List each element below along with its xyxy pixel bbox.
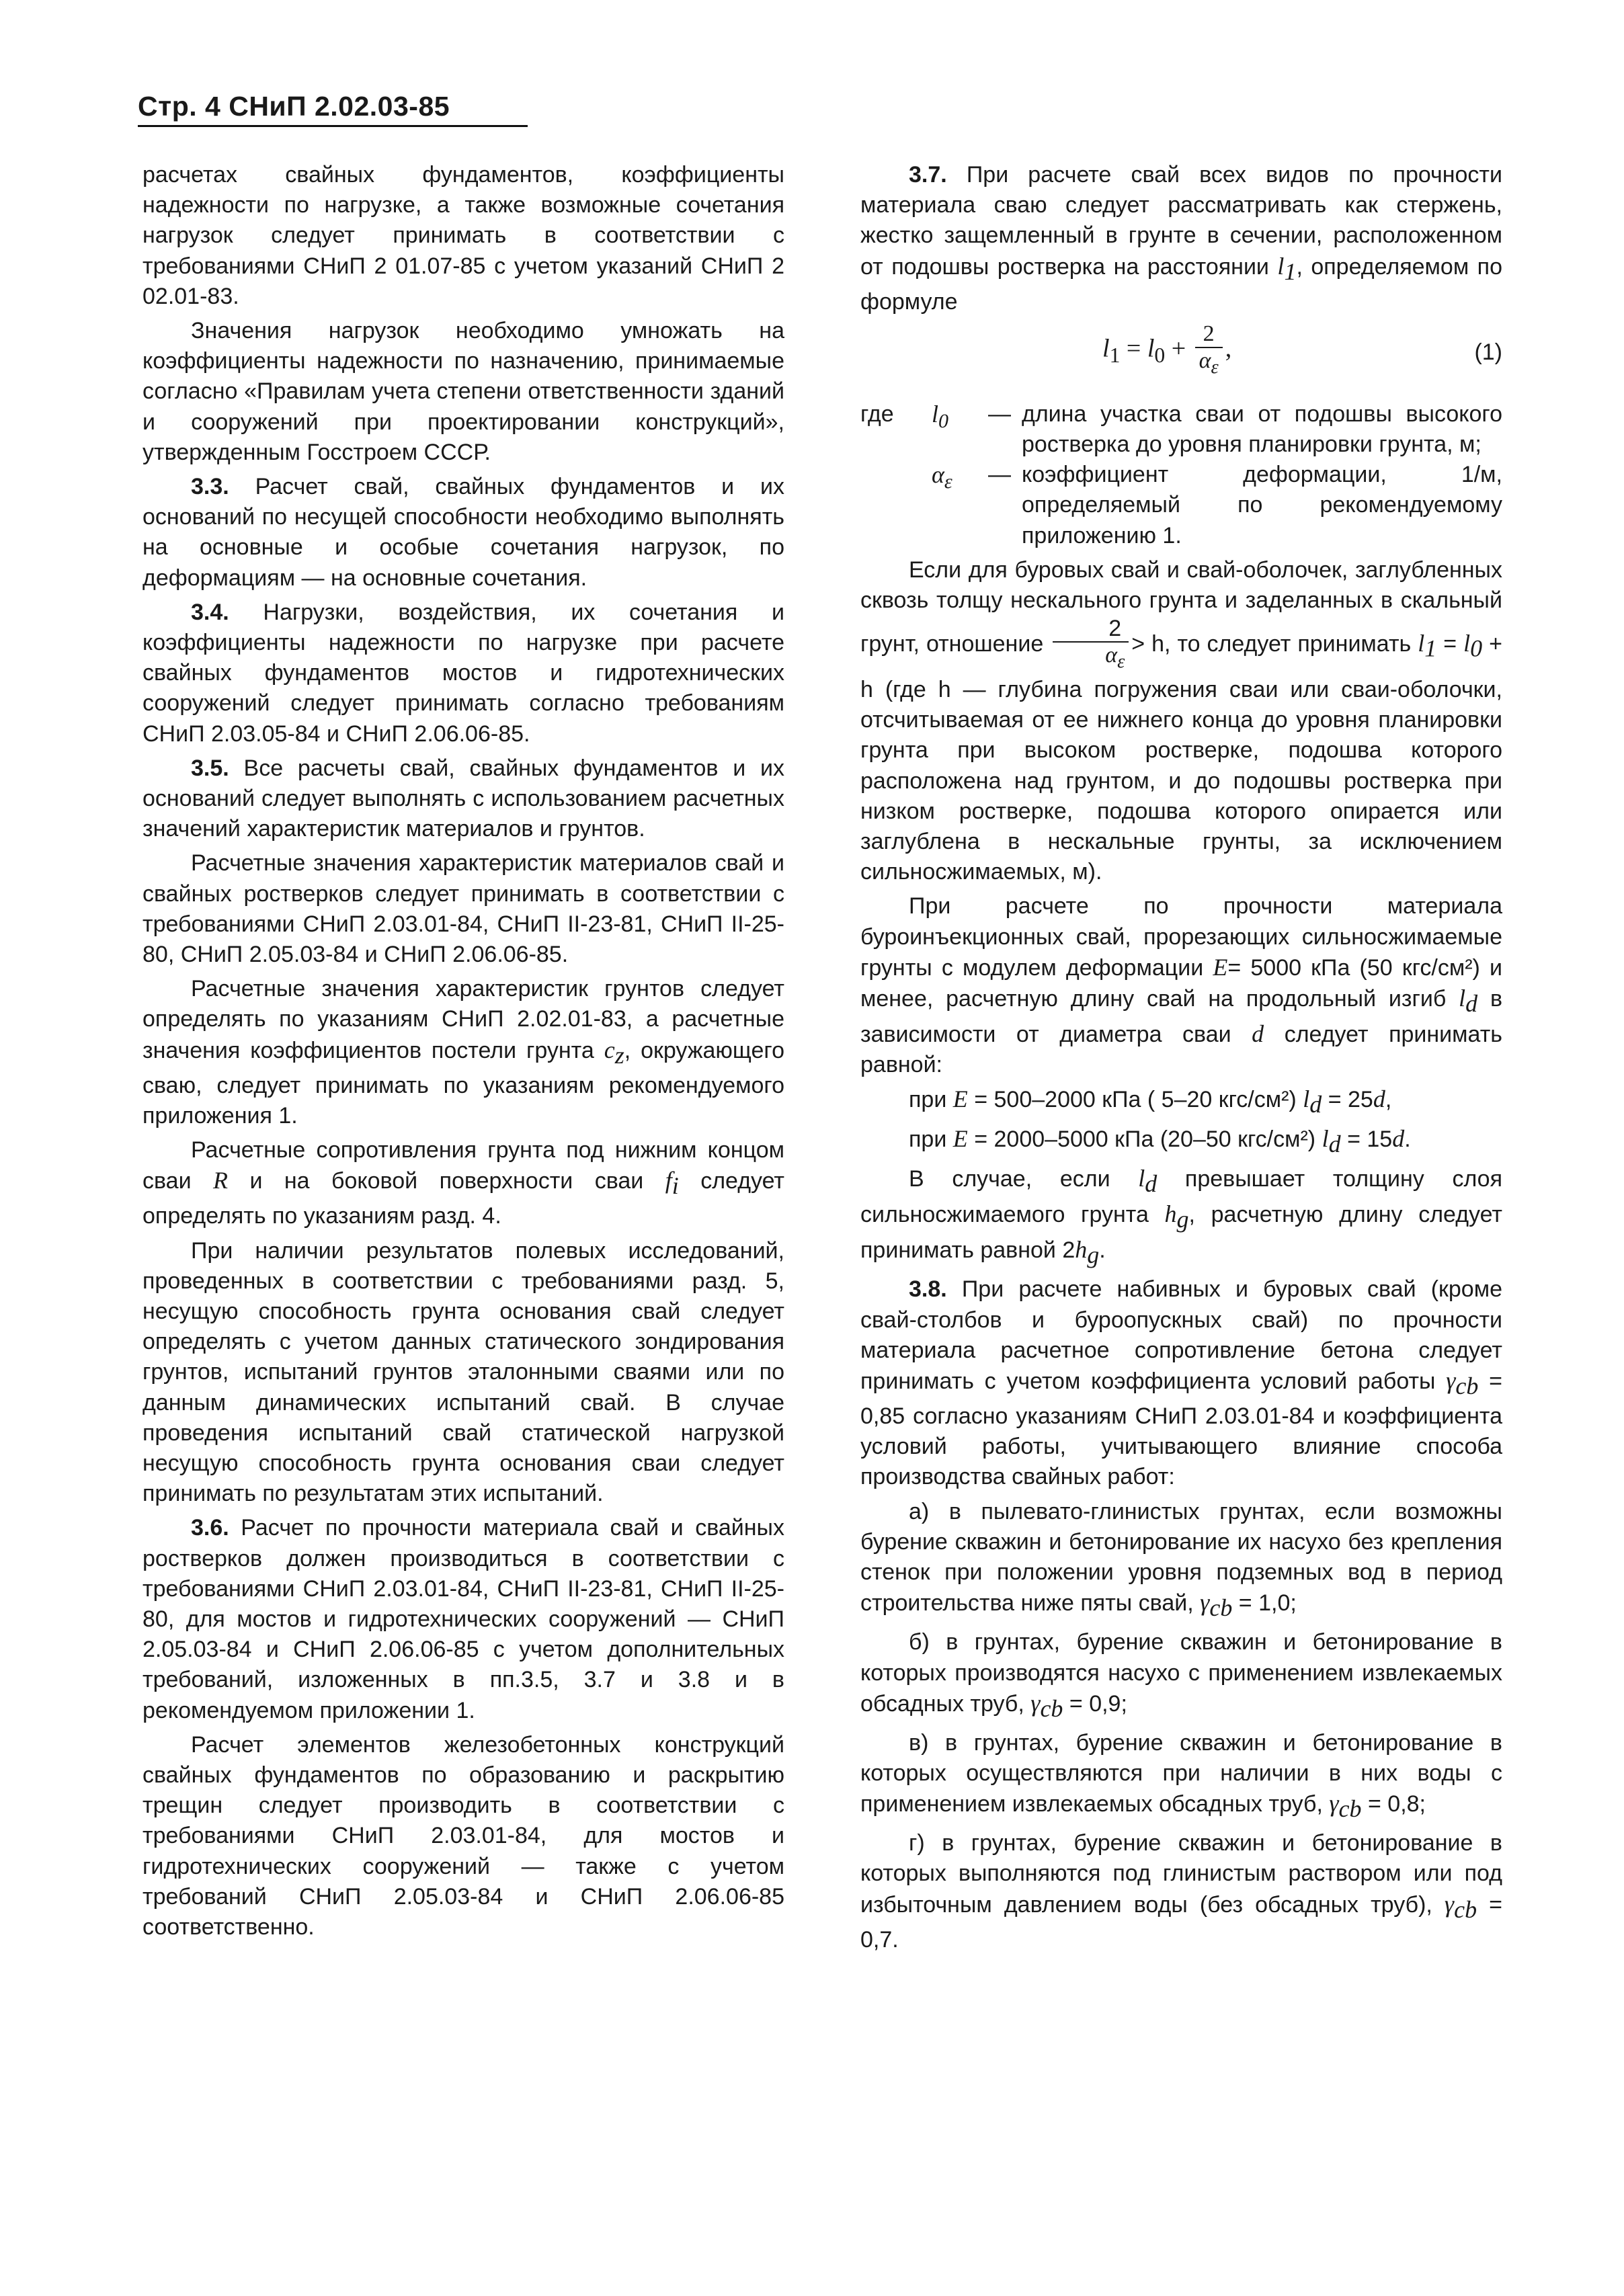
clause-number: 3.8. (909, 1276, 947, 1303)
text-run: При расчете набивных и буровых свай (кроме свай-столбов и буроопускных свай) по прочности материала расчетное сопротивление бетона следует принимать с учетом коэффициента условий работы (860, 1276, 1502, 1395)
text-run: = 1,0; (1238, 1590, 1297, 1616)
formula-operator: + (1171, 334, 1186, 363)
symbol: h (1164, 1200, 1177, 1228)
symbol: E (952, 1085, 968, 1113)
text-run: = (1443, 631, 1457, 657)
text-run: , определяемом по формуле (860, 253, 1502, 315)
text-run: . (1404, 1126, 1411, 1153)
text-run: при (909, 1087, 947, 1113)
subscript: cb (1455, 1372, 1479, 1399)
clause-number: 3.7. (909, 162, 947, 188)
paragraph-3-3 (143, 472, 784, 593)
subscript: cb (1209, 1594, 1233, 1622)
paragraph (860, 555, 1502, 888)
definition-symbol (932, 399, 988, 460)
text-run: Расчетные значения характеристик грунтов следует определять по указаниям СНиП 2.02.01-83, а расчетные значения коэффициентов постели грунта (143, 976, 784, 1063)
clause-number: 3.4. (191, 599, 229, 625)
formula-symbol: l (1102, 334, 1110, 363)
text-run: + h (где h — глубина погружения сваи или сваи-оболочки, отсчитываемая от ее нижнего конца до уровня планировки грунта при высоком ростверке, подошва которого расположена над грунтом, и до подошвы ростверка при низком ростверке, подошва которого опирается или заглублена в нескальные грунты, за исключением сильносжимаемых, м). (860, 631, 1503, 885)
symbol: d (1392, 1125, 1405, 1153)
text-run: При расчете по прочности материала буроинъекционных свай, прорезающих сильносжимаемые грунты с модулем деформации (860, 893, 1502, 981)
list-item-b (860, 1627, 1502, 1723)
symbol: α (932, 461, 944, 489)
paragraph: расчетах свайных фундаментов, коэффициенты надежности по нагрузке, а также возможные сочетания нагрузок следует принимать в соответствии с требованиями СНиП 2 01.07-85 с учетом указаний СНиП 2 02.01-83. (143, 162, 784, 309)
text-run: б) в грунтах, бурение скважин и бетонирование в которых производятся насухо с применением извлекаемых обсадных труб, (860, 1629, 1502, 1717)
formula-subscript: 1 (1109, 343, 1121, 368)
subscript: d (1465, 989, 1478, 1017)
clause-number: 3.3. (191, 474, 229, 500)
spacer (860, 460, 932, 551)
subscript: g (1087, 1241, 1100, 1269)
subscript: 1 (1424, 634, 1437, 662)
symbol: γ (1030, 1689, 1041, 1717)
text-run: = 5000 кПа (50 кгс/см²) и менее, расчетную длину свай на продольный изгиб (860, 954, 1502, 1012)
symbol: γ (1200, 1589, 1210, 1616)
paragraph (860, 1124, 1502, 1159)
where-label: где (860, 401, 894, 427)
symbol: l (1418, 630, 1425, 657)
symbol: d (1252, 1020, 1264, 1048)
denominator-symbol: α (1199, 347, 1211, 373)
text-run: При расчете свай всех видов по прочности материала сваю следует рассматривать как стержень, жестко защемленный в грунте в сечении, расположенном от подошвы ростверка на расстоянии (860, 162, 1502, 280)
symbol: E (952, 1125, 968, 1153)
text-run: = 25 (1328, 1087, 1373, 1113)
text-run: . (1099, 1237, 1106, 1264)
text-run: Если для буровых свай и свай-оболочек, заглубленных сквозь толщу нескального грунта и заделанных в скальный грунт, отношение (860, 557, 1502, 657)
list-item-v (860, 1728, 1502, 1824)
text-run: = 0,8; (1367, 1791, 1426, 1817)
text-run: следует принимать равной: (860, 1022, 1502, 1078)
fraction-numerator: 2 (1195, 321, 1223, 348)
paragraph: При наличии результатов полевых исследований, проведенных в соответствии с требованиями разд. 5, несущую способность грунта основания свай следует определять с учетом данных статического зондирования грунтов, испытаний грунтов эталонными сваями или по данным динамических испытаний свай. В случае проведения испытаний свай статической нагрузкой несущую способность грунта основания сваи следует принимать по результатам этих испытаний. (143, 1237, 784, 1507)
symbol: l (1459, 985, 1466, 1012)
text-run: , окружающего сваю, следует принимать по указаниям рекомендуемого приложения 1. (143, 1037, 784, 1129)
paragraph (143, 1135, 784, 1231)
text-run: , расчетную длину следует принимать равной 2 (860, 1202, 1502, 1264)
paragraph-3-5 (143, 753, 784, 845)
paragraph-3-7 (860, 160, 1502, 317)
subscript: d (1328, 1131, 1341, 1158)
definition-text: коэффициент деформации, 1/м, определяемый по рекомендуемому приложению 1. (1022, 462, 1502, 548)
paragraph (860, 891, 1502, 1080)
symbol: l (932, 400, 939, 427)
formula-symbol: l (1147, 334, 1155, 363)
paragraph: Расчетные значения характеристик материалов свай и свайных ростверков следует принимать в соответствии с требованиями СНиП 2.03.01-84, СНиП II-23-81, СНиП II-25-80, СНиП 2.05.03-84 и СНиП 2.06.06-85. (143, 850, 784, 968)
formula-1 (860, 321, 1502, 386)
subscript: d (1145, 1170, 1158, 1198)
subscript: z (614, 1041, 624, 1069)
symbol: l (1322, 1125, 1329, 1153)
formula-operator: = (1126, 334, 1141, 363)
definition-dash: — (988, 462, 1011, 488)
header-title: Стр. 4 СНиП 2.02.03-85 (138, 91, 450, 122)
clause-text: Расчет свай, свайных фундаментов и их оснований по несущей способности необходимо выполнять на основные и особые сочетания нагрузок, по деформациям — на основные сочетания. (143, 474, 784, 591)
paragraph (860, 1163, 1502, 1270)
formula-subscript: 0 (1154, 343, 1166, 368)
subscript: i (672, 1172, 679, 1200)
symbol: d (1373, 1085, 1385, 1113)
clause-text: Все расчеты свай, свайных фундаментов и их оснований следует выполнять с использованием расчетных значений характеристик материалов и грунтов. (143, 755, 784, 842)
symbol: l (1277, 252, 1285, 280)
definition-dash: — (988, 401, 1011, 427)
text-run: В случае, если (909, 1166, 1110, 1192)
symbol: γ (1444, 1890, 1455, 1918)
text-run: следует определять по указаниям разд. 4. (143, 1168, 784, 1229)
denominator-subscript: ε (1117, 651, 1125, 673)
text-run: = 0,7. (860, 1891, 1502, 1953)
inline-fraction (1053, 616, 1129, 675)
symbol: R (213, 1167, 229, 1194)
subscript: ε (944, 470, 952, 493)
text-run: Расчетные сопротивления грунта под нижним концом сваи (143, 1137, 784, 1194)
subscript: 0 (938, 410, 949, 432)
symbol: l (1138, 1165, 1145, 1192)
text-run: а) в пылевато-глинистых грунтах, если возможны бурение скважин и бетонирование их насухо без крепления стенок при положении уровня подземных вод в период строительства ниже пяты свай, (860, 1498, 1502, 1616)
paragraph (860, 1084, 1502, 1120)
list-item-a (860, 1497, 1502, 1624)
denominator-symbol: α (1105, 643, 1118, 668)
symbol: c (604, 1036, 615, 1063)
paragraph (143, 974, 784, 1131)
subscript: g (1176, 1206, 1189, 1233)
symbol: l (1303, 1085, 1310, 1113)
list-item-g (860, 1828, 1502, 1955)
clause-text: Нагрузки, воздействия, их сочетания и коэффициенты надежности по нагрузке при расчете свайных фундаментов мостов и гидротехнических сооружений следует принимать согласно требованиям СНиП 2.03.05-84 и СНиП 2.06.06-85. (143, 599, 784, 747)
formula-fraction (1195, 321, 1223, 380)
definition-row (860, 460, 1502, 551)
clause-number: 3.5. (191, 755, 229, 781)
symbol: E (1213, 953, 1228, 981)
symbol: l (1463, 630, 1471, 657)
definition-row (860, 399, 1502, 460)
left-column (143, 160, 784, 1946)
definition-symbol (932, 460, 988, 551)
subscript: cb (1338, 1795, 1362, 1822)
right-column (860, 160, 1502, 1959)
paragraph-3-4 (143, 598, 784, 749)
symbol: f (665, 1167, 672, 1194)
symbol: γ (1329, 1790, 1339, 1817)
subscript: 1 (1284, 257, 1297, 285)
paragraph: Расчет элементов железобетонных конструкций свайных фундаментов по образованию и раскрытию трещин следует производить в соответствии с требованиями СНиП 2.03.01-84, для мостов и гидротехнических сооружений — также с учетом требований СНиП 2.05.03-84 и СНиП 2.06.06-85 соответственно. (143, 1731, 784, 1940)
denominator-subscript: ε (1211, 356, 1219, 378)
subscript: d (1309, 1091, 1322, 1118)
fraction-denominator (1053, 643, 1129, 675)
text-run: = 0,85 согласно указаниям СНиП 2.03.01-84 и коэффициента условий работы, учитывающего влияние способа производства свайных работ: (860, 1368, 1502, 1490)
definition-text: длина участка сваи от подошвы высокого ростверка до уровня планировки грунта, м; (1022, 401, 1502, 458)
text-run: = 15 (1347, 1126, 1393, 1153)
paragraph-3-8 (860, 1274, 1502, 1492)
symbol: γ (1446, 1367, 1456, 1395)
fraction-denominator (1195, 348, 1223, 380)
definitions-list (860, 399, 1502, 551)
paragraph-3-6 (143, 1513, 784, 1725)
clause-number: 3.6. (191, 1515, 229, 1541)
subscript: cb (1040, 1694, 1063, 1722)
text-run: = 0,9; (1069, 1690, 1127, 1717)
formula-comma: , (1225, 334, 1232, 363)
text-run: , (1385, 1087, 1392, 1113)
text-run: превышает толщину слоя сильносжимаемого грунта (860, 1166, 1502, 1228)
text-run: при (909, 1126, 947, 1153)
subscript: 0 (1470, 634, 1483, 662)
symbol: h (1075, 1236, 1088, 1264)
text-run: г) в грунтах, бурение скважин и бетонирование в которых выполняются под глинистым раствором или под избыточным давлением воды (без обсадных труб), (860, 1830, 1502, 1918)
text-run: и на боковой поверхности сваи (249, 1168, 644, 1194)
clause-text: Расчет по прочности материала свай и свайных ростверков должен производиться в соответствии с требованиями СНиП 2.03.01-84, СНиП II-23-81, СНиП II-25-80, для мостов и гидротехнических сооружений — СНиП 2.05.03-84 и СНиП 2.06.06-85 с учетом дополнительных требований, изложенных в пп.3.5, 3.7 и 3.8 и в рекомендуемом приложении 1. (143, 1515, 784, 1723)
formula-expression (1102, 321, 1231, 380)
text-run: = 500–2000 кПа ( 5–20 кгс/см²) (974, 1087, 1297, 1113)
fraction-numerator: 2 (1053, 616, 1129, 643)
text-run: > h, (1131, 631, 1171, 657)
subscript: cb (1454, 1895, 1477, 1923)
text-run: = 2000–5000 кПа (20–50 кгс/см²) (974, 1126, 1316, 1153)
text-run: в зависимости от диаметра сваи (860, 986, 1503, 1048)
text-run: в) в грунтах, бурение скважин и бетонирование в которых осуществляются при наличии в них воды с применением извлекаемых обсадных труб, (860, 1729, 1502, 1817)
equation-number: (1) (1474, 339, 1502, 365)
text-run: то следует принимать (1177, 631, 1412, 657)
page-header (138, 91, 528, 127)
paragraph: Значения нагрузок необходимо умножать на коэффициенты надежности по назначению, принимаемые согласно «Правилам учета степени ответственности зданий и сооружений при проектировании конструкций», утвержденным Госстроем СССР. (143, 318, 784, 465)
